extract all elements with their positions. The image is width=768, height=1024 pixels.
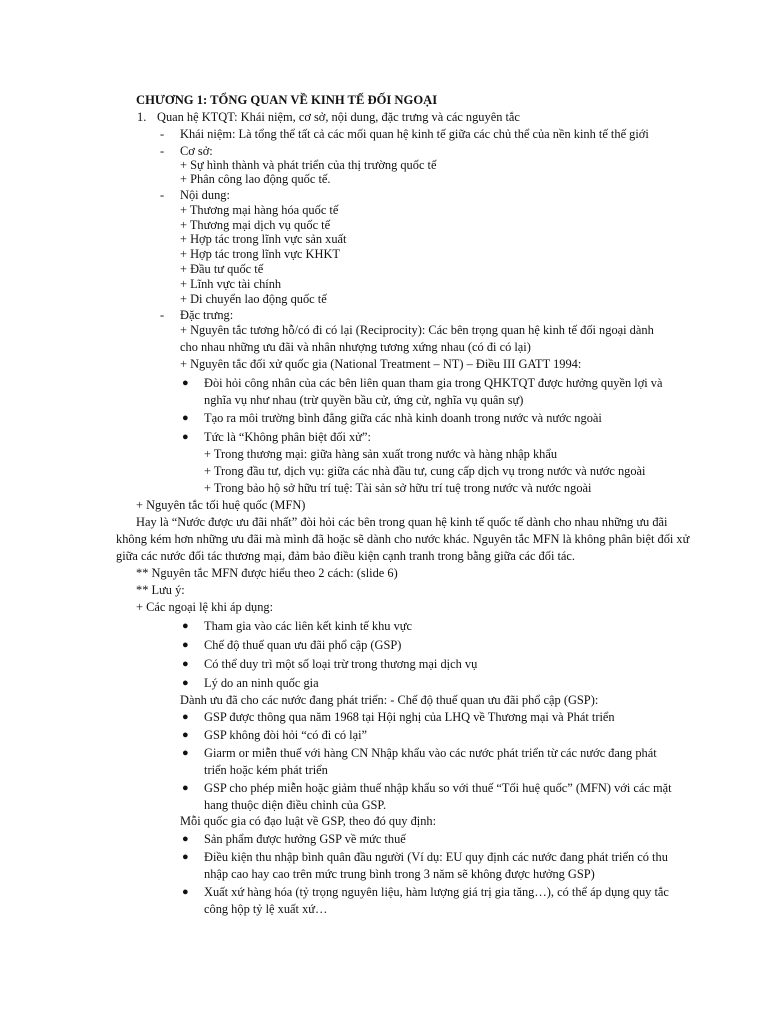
content-item: + Thương mại dịch vụ quốc tế (180, 218, 331, 232)
nt-bullet-text: Đòi hỏi công nhân của các bên liên quan tham gia trong QHKTQT được hưởng quyền lợi và (204, 376, 663, 390)
mfn-paragraph: Hay là “Nước được ưu đãi nhất” đòi hỏi các bên trong quan hệ kinh tế quốc tế dành cho nhau những ưu đãi (136, 515, 668, 529)
content-item: + Thương mại hàng hóa quốc tế (180, 203, 339, 217)
bullet-icon: ● (182, 639, 189, 651)
gsp-bullet-text: GSP cho phép miễn hoặc giảm thuế nhập khẩu so với thuế “Tối huệ quốc” (MFN) với các mặt (204, 781, 672, 795)
mfn-heading: + Nguyên tắc tối huệ quốc (MFN) (136, 498, 306, 512)
gsp-intro: Dành ưu đã cho các nước đang phát triển: - Chế độ thuế quan ưu đãi phổ cập (GSP): (180, 693, 599, 707)
basis-item: + Sự hình thành và phát triển của thị trường quốc tế (180, 158, 437, 172)
dash-marker: - (160, 188, 165, 202)
nt-sub-item: + Trong bảo hộ sở hữu trí tuệ: Tài sản sở hữu trí tuệ trong nước và nước ngoài (204, 481, 592, 495)
gsp-bullet-text: GSP không đòi hỏi “có đi có lại” (204, 728, 368, 742)
bullet-icon: ● (182, 747, 189, 759)
mfn-paragraph: không kém hơn những ưu đãi mà mình đã hoặc sẽ dành cho nước khác. Nguyên tắc MFN là không phân biệt đối xử (116, 532, 690, 546)
content-item: + Lĩnh vực tài chính (180, 277, 282, 291)
exception-item: Lý do an ninh quốc gia (204, 676, 319, 690)
nt-sub-item: + Trong thương mại: giữa hàng sản xuất trong nước và hàng nhập khẩu (204, 447, 558, 461)
basis-item: + Phân công lao động quốc tế. (180, 172, 331, 186)
mfn-note: ** Lưu ý: (136, 583, 185, 597)
law-bullet-text: công hộp tỷ lệ xuất xứ… (204, 902, 328, 916)
law-bullet-text: Điều kiện thu nhập bình quân đầu người (Ví dụ: EU quy định các nước đang phát triển có thu (204, 850, 668, 864)
exceptions-label: + Các ngoại lệ khi áp dụng: (136, 600, 274, 614)
exception-item: Có thể duy trì một số loại trừ trong thương mại dịch vụ (204, 657, 478, 671)
nt-bullet-text: Tạo ra môi trường bình đẳng giữa các nhà kinh doanh trong nước và nước ngoài (204, 411, 602, 425)
concept-text: Khái niệm: Là tổng thể tất cả các mối quan hệ kinh tế giữa các chủ thể của nền kinh tế thế giới (180, 127, 649, 141)
exception-item: Tham gia vào các liên kết kinh tế khu vực (204, 619, 412, 633)
bullet-icon: ● (182, 729, 189, 741)
law-bullet-text: Sản phẩm được hưởng GSP về mức thuế (204, 832, 406, 846)
content-item: + Đầu tư quốc tế (180, 262, 264, 276)
basis-label: Cơ sở: (180, 144, 213, 158)
dash-marker: - (160, 308, 165, 322)
bullet-icon: ● (182, 412, 189, 424)
content-item: + Di chuyển lao động quốc tế (180, 292, 327, 306)
bullet-icon: ● (182, 658, 189, 670)
law-bullet-text: nhập cao hay cao trên mức trung bình trong 3 năm sẽ không được hưởng GSP) (204, 867, 595, 881)
bullet-icon: ● (182, 431, 189, 443)
section-heading: Quan hệ KTQT: Khái niệm, cơ sở, nội dung, đặc trưng và các nguyên tắc (157, 110, 520, 124)
content-item: + Hợp tác trong lĩnh vực sản xuất (180, 232, 347, 246)
bullet-icon: ● (182, 620, 189, 632)
features-label: Đặc trưng: (180, 308, 234, 322)
reciprocity-text: + Nguyên tắc tương hỗ/có đi có lại (Reciprocity): Các bên trọng quan hệ kinh tế đối ngoại dành (180, 323, 654, 337)
section-number: 1. (137, 110, 147, 124)
dash-marker: - (160, 144, 165, 158)
bullet-icon: ● (182, 677, 189, 689)
bullet-icon: ● (182, 851, 189, 863)
bullet-icon: ● (182, 377, 189, 389)
dash-marker: - (160, 127, 165, 141)
bullet-icon: ● (182, 886, 189, 898)
law-intro: Mỗi quốc gia có đạo luật về GSP, theo đó quy định: (180, 814, 437, 828)
nt-bullet-text: nghĩa vụ như nhau (trừ quyền bầu cử, ứng cử, nghĩa vụ quân sự) (204, 393, 524, 407)
mfn-note: ** Nguyên tắc MFN được hiểu theo 2 cách: (slide 6) (136, 566, 398, 580)
nt-bullet-text: Tức là “Không phân biệt đối xử”: (204, 430, 371, 444)
gsp-bullet-text: triển hoặc kém phát triển (204, 763, 328, 777)
nt-sub-item: + Trong đầu tư, dịch vụ: giữa các nhà đầu tư, cung cấp dịch vụ trong nước và nước ngoài (204, 464, 646, 478)
mfn-paragraph: giữa các nước đối tác thương mại, đảm bảo điều kiện cạnh tranh trong bằng giữa các đối tác. (116, 549, 576, 563)
bullet-icon: ● (182, 833, 189, 845)
law-bullet-text: Xuất xứ hàng hóa (tỷ trọng nguyên liệu, hàm lượng giá trị gia tăng…), có thể áp dụng quy tắc (204, 885, 669, 899)
exception-item: Chế độ thuế quan ưu đãi phổ cập (GSP) (204, 638, 402, 652)
nt-heading: + Nguyên tắc đối xử quốc gia (National Treatment – NT) – Điều III GATT 1994: (180, 357, 582, 371)
gsp-bullet-text: Giarm or miễn thuế với hàng CN Nhập khẩu vào các nước phát triển từ các nước đang phát (204, 746, 657, 760)
content-label: Nội dung: (180, 188, 230, 202)
bullet-icon: ● (182, 782, 189, 794)
gsp-bullet-text: hang thuộc diện điều chỉnh của GSP. (204, 798, 387, 812)
reciprocity-text: cho nhau những ưu đãi và nhân nhượng tương xứng nhau (có đi có lại) (180, 340, 531, 354)
chapter-title: CHƯƠNG 1: TỔNG QUAN VỀ KINH TẾ ĐỐI NGOẠI (136, 93, 438, 107)
content-item: + Hợp tác trong lĩnh vực KHKT (180, 247, 340, 261)
gsp-bullet-text: GSP được thông qua năm 1968 tại Hội nghị của LHQ về Thương mại và Phát triển (204, 710, 615, 724)
bullet-icon: ● (182, 711, 189, 723)
